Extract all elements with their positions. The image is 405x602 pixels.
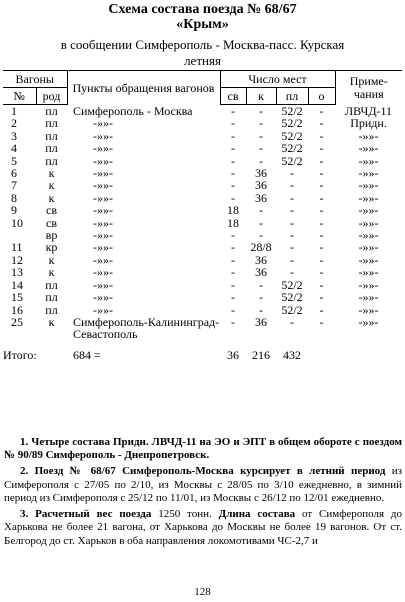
wagon-number: 1 [11,104,17,118]
table-row [3,229,402,241]
seats-sv: - [231,240,235,255]
seats-sv: - [231,302,235,317]
wagon-note: Придн. [350,116,387,131]
wagon-type: к [48,178,55,193]
wagon-number: 4 [11,141,17,156]
total-label: Итого: [3,347,37,362]
spacer-cell [3,341,402,349]
wagon-number: 2 [11,116,17,131]
wagon-number: 12 [11,252,23,267]
table-row [3,217,402,229]
seats-k: 36 [255,166,267,181]
empty-cell [220,328,246,340]
wagon-number: 11 [11,240,23,255]
wagon-point: -»»- [93,203,113,218]
wagon-point: -»»- [93,190,113,205]
table-row [3,179,402,191]
wagon-type: пл [45,141,58,156]
wagon-note: -»»- [358,228,379,243]
wagon-type: св [46,215,57,230]
train-name: «Крым» [176,17,229,32]
wagon-note: -»»- [358,166,379,181]
wagon-point: -»»- [93,228,113,243]
empty-cell [3,328,36,340]
wagon-point: -»»- [93,302,113,317]
wagon-type: к [48,265,55,280]
seats-k: - [259,290,263,305]
wagon-note: -»»- [358,290,379,305]
seats-pl: - [290,240,294,255]
seats-sv: - [231,141,235,156]
note-2: 2. Поезд № 68/67 Симферополь-Москва курсирует в летний период из Симферополя с 27/05 по 2/10, из Москвы с 28/05 по 3/10 ежедневно, в зимний период из Симферополя с 25/12 по 11/01, из Москвы с 26/12 по 12/01 ежедневно. [4,465,402,505]
wagon-point-continuation: Севастополь [73,327,138,342]
seats-sv: - [231,265,235,280]
wagon-number: 8 [11,190,17,205]
seats-sv: - [231,228,235,243]
header-seats: Число мест [220,71,335,88]
seats-k: 36 [255,265,267,280]
seats-o: - [319,252,324,267]
wagon-note: -»»- [358,141,379,156]
total-sv: 36 [227,347,239,362]
wagon-point: -»»- [93,116,113,131]
table-row [3,254,402,266]
wagon-point: -»»- [93,265,113,280]
page-title: Схема состава поезда № 68/67 [108,2,297,17]
seats-k: - [259,141,263,156]
wagon-point: -»»- [93,277,113,292]
wagon-type: пл [45,104,58,118]
seats-k: - [259,215,263,230]
seats-pl: 52/2 [281,153,303,168]
wagon-point: -»»- [93,153,113,168]
wagon-type: к [48,190,55,205]
page-number: 128 [194,586,211,598]
seats-k: - [259,277,263,292]
header-k: к [246,88,276,105]
seats-o: - [319,104,324,118]
table-row [3,204,402,216]
wagon-number: 14 [11,277,23,292]
seats-sv: - [231,153,235,168]
wagon-point: -»»- [93,166,113,181]
wagon-note: -»»- [358,277,379,292]
wagon-note: -»»- [358,302,379,317]
seats-k: - [259,104,263,118]
seats-sv: - [231,190,235,205]
empty-cell [276,328,308,340]
seats-o: - [319,290,324,305]
wagon-number: 6 [11,166,17,181]
wagon-point: -»»- [93,240,113,255]
wagon-point: -»»- [93,290,113,305]
seats-sv: - [231,116,235,131]
note-3: 3. Расчетный вес поезда 1250 тонн. Длина состава от Симферополя до Харькова не более 21 вагона, от Харькова до Москвы не более 19 вагонов. От ст. Белгород до ст. Харьков в оба направления локомотивами ЧС-2,7 и [4,508,402,547]
wagon-note: -»»- [358,314,379,329]
table-row [3,241,402,253]
seats-o: - [319,265,324,280]
seats-o: - [319,141,324,156]
seats-sv: - [231,178,235,193]
seats-pl: - [290,203,294,218]
seats-pl: 52/2 [281,277,303,292]
empty-cell [335,328,402,340]
wagon-number: 9 [11,203,17,218]
wagon-point: -»»- [93,252,113,267]
seats-sv: - [231,104,235,118]
seats-o: - [319,166,324,181]
wagon-type: пл [45,153,58,168]
empty-cell [36,328,67,340]
header-notes: Приме-чания [335,71,402,105]
seats-pl: 52/2 [281,116,303,131]
empty-cell [246,328,276,340]
note-1: 1. Четыре состава Придн. ЛВЧД-11 на ЭО и ЭПТ в общем обороте с поездом № 90/89 Симферополь - Днепропетровск. [4,436,402,462]
wagon-point: -»»- [93,215,113,230]
wagon-type: кр [45,240,58,255]
seats-sv: - [231,252,235,267]
table-row [3,291,402,303]
wagon-note: -»»- [358,240,379,255]
seats-o: - [319,228,324,243]
wagon-type: пл [45,302,58,317]
seats-pl: - [290,228,294,243]
wagon-number: 5 [11,153,17,168]
total-count: 684 = [73,347,101,362]
table-row [3,266,402,278]
wagon-type: к [48,166,55,181]
header-o: о [308,88,335,105]
wagon-note: -»»- [358,203,379,218]
seats-pl: 52/2 [281,104,303,118]
seats-sv: - [231,166,235,181]
table-row [3,142,402,154]
wagon-point: -»»- [93,178,113,193]
seats-sv: - [231,314,235,329]
wagon-type: пл [45,128,58,143]
notes-section [4,436,402,548]
seats-o: - [319,203,324,218]
seats-k: - [259,228,263,243]
wagon-point: Симферополь-Калининград- [73,314,220,329]
wagon-point: Симферополь - Москва [73,103,193,118]
seats-pl: - [290,252,294,267]
seats-o: - [319,314,324,329]
seats-k: 36 [255,252,267,267]
wagon-point: -»»- [93,141,113,156]
wagon-point: -»»- [93,128,113,143]
wagon-note: -»»- [358,128,379,143]
seats-k: 36 [255,314,267,329]
composition-table [3,70,402,361]
seats-pl: - [290,314,294,329]
seats-o: - [319,240,324,255]
seats-pl: - [290,190,294,205]
seats-k: - [259,302,263,317]
wagon-type: св [46,203,57,218]
wagon-type: к [48,252,55,267]
table-row [3,167,402,179]
header-points: Пункты обращения вагонов [67,71,220,105]
wagon-note: -»»- [358,215,379,230]
table-row [3,155,402,167]
seats-o: - [319,190,324,205]
seats-pl: 52/2 [281,128,303,143]
seats-pl: - [290,265,294,280]
seats-sv: 18 [227,215,239,230]
table-row-continuation [3,328,402,340]
table-row [3,279,402,291]
wagon-number: 3 [11,128,17,143]
wagon-note: -»»- [358,265,379,280]
header-type: род [36,88,67,105]
seats-pl: - [290,166,294,181]
wagon-number: 16 [11,302,23,317]
seats-pl: 52/2 [281,141,303,156]
seats-sv: 18 [227,203,239,218]
empty-cell [335,349,402,361]
wagon-number: 7 [11,178,17,193]
route-line: в сообщении Симферополь - Москва-пасс. Курская [60,37,345,52]
wagon-note: ЛВЧД-11 [344,103,393,118]
seats-pl: 52/2 [281,302,303,317]
empty-cell [308,349,335,361]
table-row [3,105,402,118]
total-pl: 432 [283,347,301,362]
total-k: 216 [252,347,270,362]
seats-k: - [259,116,263,131]
seats-sv: - [231,277,235,292]
header-pl: пл [276,88,308,105]
spacer-row [3,341,402,349]
total-row [3,349,402,361]
seats-pl: - [290,178,294,193]
wagon-type: пл [45,277,58,292]
seats-o: - [319,178,324,193]
wagon-type: к [48,314,55,329]
seats-o: - [319,153,324,168]
wagon-number: 25 [11,314,23,329]
wagon-note: -»»- [358,190,379,205]
wagon-number: 10 [11,215,23,230]
seats-k: - [259,153,263,168]
empty-cell [308,328,335,340]
table-row [3,130,402,142]
table-row [3,117,402,129]
wagon-number: 15 [11,290,23,305]
wagon-note: -»»- [358,252,379,267]
seats-o: - [319,277,324,292]
wagon-type: вр [45,228,58,243]
wagon-type: пл [45,290,58,305]
seats-k: 36 [255,190,267,205]
header-sv: св [220,88,246,105]
seats-sv: - [231,128,235,143]
seats-o: - [319,215,324,230]
seats-pl: 52/2 [281,290,303,305]
seats-k: 36 [255,178,267,193]
seats-k: 28/8 [250,240,272,255]
seats-o: - [319,116,324,131]
table-row [3,192,402,204]
seats-pl: - [290,215,294,230]
seats-k: - [259,128,263,143]
wagon-number: 13 [11,265,23,280]
header-num: № [3,88,36,105]
table-row [3,316,402,328]
header-wagons: Вагоны [3,71,67,88]
season-line: летняя [184,53,221,68]
wagon-type: пл [45,116,58,131]
seats-o: - [319,128,324,143]
wagon-note: -»»- [358,153,379,168]
wagon-note: -»»- [358,178,379,193]
seats-k: - [259,203,263,218]
seats-o: - [319,302,324,317]
seats-sv: - [231,290,235,305]
